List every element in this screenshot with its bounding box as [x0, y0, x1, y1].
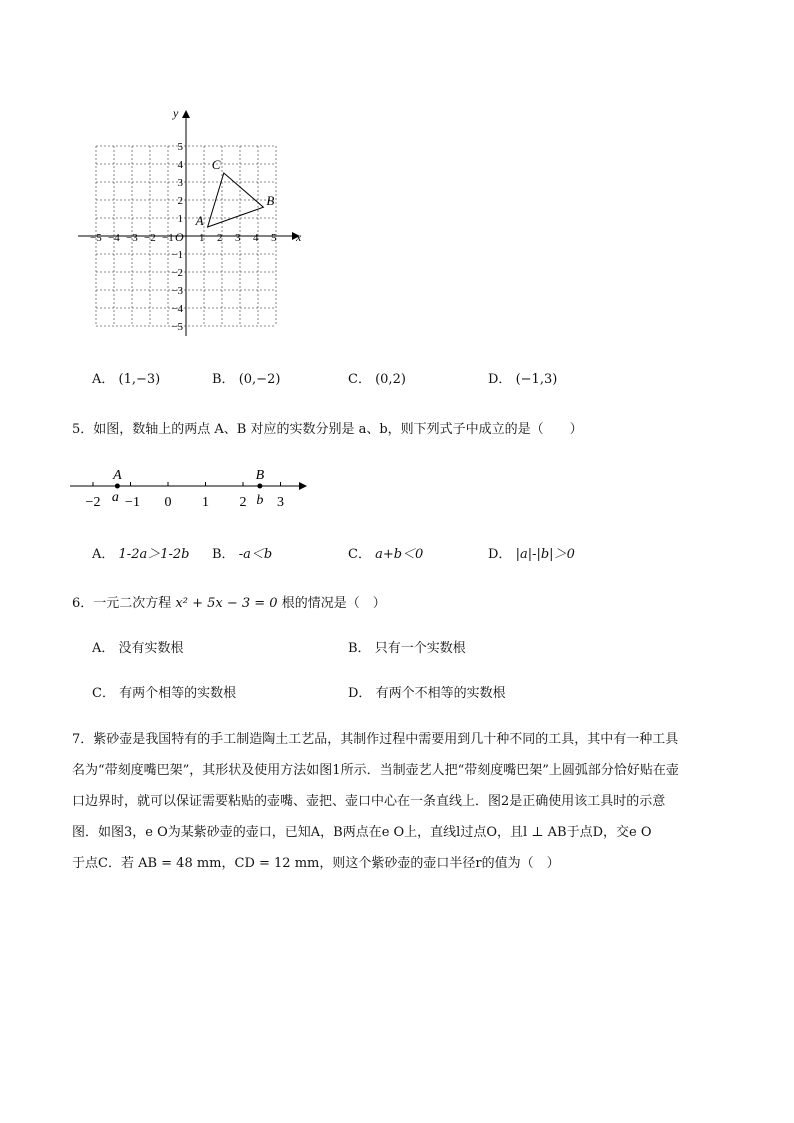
number-line-tick-label: 3 [277, 495, 284, 510]
x-axis-label: x [296, 230, 302, 244]
x-tick-label: −2 [144, 232, 156, 244]
q6-option-c[interactable] [92, 684, 236, 704]
q6-option-b-value: 只有一个实数根 [374, 641, 466, 656]
x-tick-label: 4 [253, 232, 259, 244]
q5-option-b[interactable] [212, 545, 272, 565]
y-axis-label: y [173, 106, 179, 120]
q4-option-b-letter: B． [212, 372, 235, 387]
number-line-tick-label: 2 [239, 495, 247, 510]
q7-line-1: 7．紫砂壶是我国特有的手工制造陶土工艺品，其制作过程中需要用到几十种不同的工具，其中有一种工具 [72, 732, 679, 747]
number-line-tick-label: −1 [125, 495, 140, 510]
x-tick-label: 3 [235, 232, 241, 244]
triangle-abc [208, 173, 264, 227]
q7-paragraph [72, 724, 722, 879]
q6-option-c-value: 有两个相等的实数根 [119, 686, 237, 701]
q4-option-c-letter: C． [348, 372, 371, 387]
q5-option-d-letter: D． [488, 547, 512, 562]
q5-option-a[interactable] [92, 545, 189, 565]
x-tick-label: 5 [271, 232, 277, 244]
y-tick-label: 1 [177, 213, 183, 225]
q5-option-c-value: a+b＜0 [375, 547, 424, 562]
q6-option-b[interactable] [348, 639, 466, 659]
y-tick-label: 3 [177, 177, 183, 189]
q6-option-d-letter: D． [348, 686, 372, 701]
y-tick-label: −2 [171, 267, 183, 279]
coordinate-grid-figure [70, 100, 320, 345]
q5-option-d[interactable] [488, 545, 575, 565]
q6-option-a-letter: A． [92, 641, 115, 656]
q4-option-d[interactable] [488, 370, 557, 390]
q6-option-d-value: 有两个不相等的实数根 [375, 686, 506, 701]
q4-option-a-letter: A． [92, 372, 115, 387]
number-line-tick-label: 1 [202, 495, 209, 510]
q4-option-a-value: (1,−3) [118, 372, 161, 387]
q5-option-c[interactable] [348, 545, 423, 565]
x-tick-label: −3 [126, 232, 138, 244]
q6-option-a[interactable] [92, 639, 184, 659]
point-a-dot [115, 484, 120, 489]
point-b-label: B [255, 468, 265, 483]
q6-option-a-value: 没有实数根 [118, 641, 184, 656]
q5-option-b-letter: B． [212, 547, 235, 562]
q5-option-c-letter: C． [348, 547, 371, 562]
q4-option-d-value: (−1,3) [515, 372, 558, 387]
q4-option-a[interactable] [92, 370, 160, 390]
point-a-variable: a [111, 490, 119, 505]
x-tick-label: 2 [217, 232, 223, 244]
x-tick-label: 1 [199, 232, 205, 244]
origin-label: O [175, 230, 184, 244]
q5-option-b-value: -a＜b [238, 547, 273, 562]
q4-option-d-letter: D． [488, 372, 512, 387]
vertex-label-b: B [266, 193, 275, 209]
y-tick-label: −5 [171, 321, 183, 333]
q7-line-2: 名为“带刻度嘴巴架”，其形状及使用方法如图1所示．当制壶艺人把“带刻度嘴巴架”上圆弧部分恰好贴在壶 [72, 763, 679, 778]
q5-number-line [66, 462, 316, 514]
q5-stem: 5．如图，数轴上的两点 A、B 对应的实数分别是 a、b，则下列式子中成立的是（ ） [72, 422, 583, 437]
q4-option-c[interactable] [348, 370, 406, 390]
number-line-arrow [299, 482, 307, 490]
y-tick-label: −4 [171, 303, 183, 315]
x-tick-label: −5 [90, 232, 102, 244]
q4-option-b[interactable] [212, 370, 280, 390]
x-tick-label: −1 [162, 232, 174, 244]
point-b-variable: b [256, 493, 264, 508]
q5-option-d-value: |a|-|b|＞0 [515, 547, 575, 562]
q6-option-d[interactable] [348, 684, 506, 704]
vertex-label-c: C [211, 157, 221, 172]
y-tick-label: −3 [171, 285, 183, 297]
q6-option-b-letter: B． [348, 641, 371, 656]
q4-option-c-value: (0,2) [375, 372, 406, 387]
y-tick-label: 4 [177, 159, 183, 171]
x-tick-label: −4 [108, 232, 120, 244]
q7-line-5: 于点C．若 AB = 48 mm，CD = 12 mm，则这个紫砂壶的壶口半径r的值为（ ） [72, 856, 560, 871]
q6-stem-before: 6．一元二次方程 [72, 596, 172, 611]
q4-option-b-value: (0,−2) [238, 372, 281, 387]
q5-option-a-letter: A． [92, 547, 115, 562]
q5-option-a-value: 1-2a＞1-2b [118, 547, 190, 562]
y-axis-arrow [182, 110, 190, 118]
q6-option-c-letter: C． [92, 686, 115, 701]
point-b-dot [257, 484, 262, 489]
q6-equation: x² + 5x − 3 = 0 [175, 596, 278, 611]
number-line-tick-label: 0 [164, 495, 172, 510]
point-a-label: A [113, 468, 122, 483]
y-tick-label: −1 [171, 249, 183, 261]
q6-stem-after: 根的情况是（ ） [281, 596, 386, 611]
q7-line-3: 口边界时，就可以保证需要粘贴的壶嘴、壶把、壶口中心在一条直线上．图2是正确使用该工具时的示意 [72, 794, 666, 809]
q7-line-4: 图．如图3，e O为某紫砂壶的壶口，已知A，B两点在e O上，直线l过点O，且l ⊥ AB于点D，交e O [72, 825, 652, 840]
y-tick-label: 5 [177, 141, 183, 153]
q6-stem [72, 594, 386, 614]
vertex-label-a: A [195, 213, 204, 228]
number-line-tick-label: −2 [85, 495, 101, 510]
y-tick-label: 2 [177, 195, 183, 207]
